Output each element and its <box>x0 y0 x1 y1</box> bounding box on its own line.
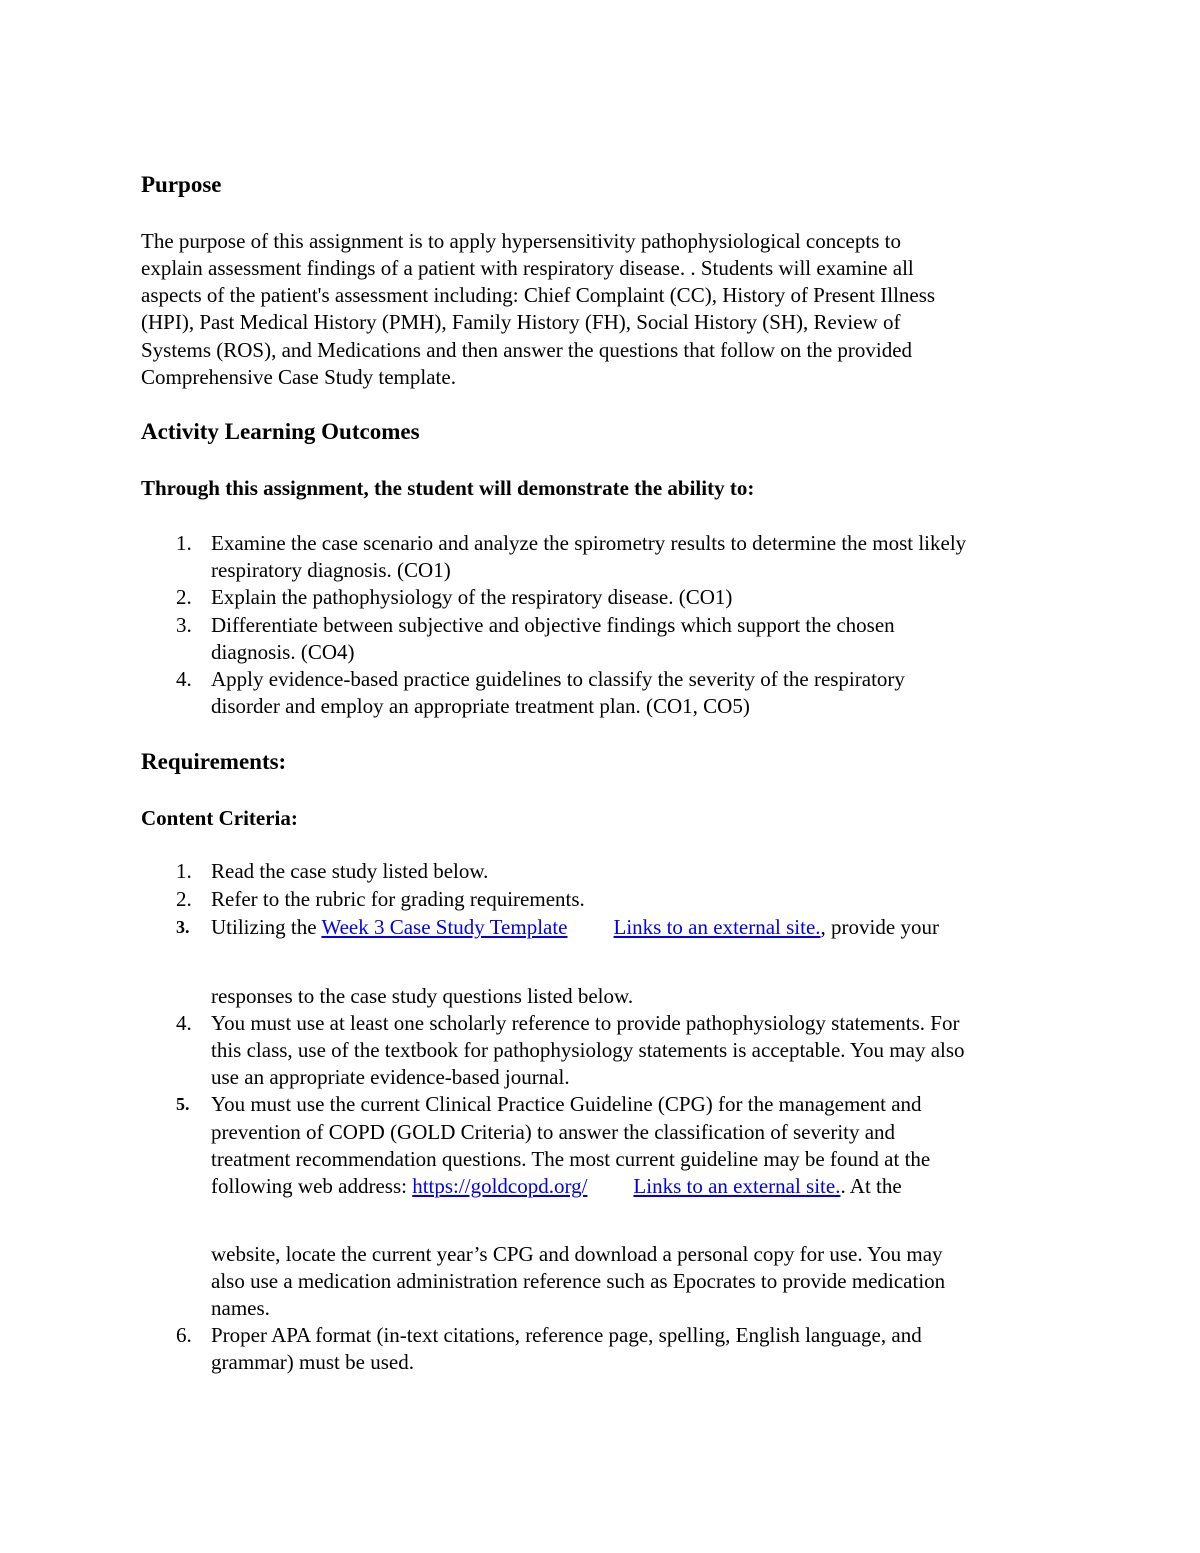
list-number: 4. <box>176 1011 192 1035</box>
list-item: Proper APA format (in-text citations, reference page, spelling, English language, and <box>211 1323 922 1347</box>
text-line: Systems (ROS), and Medications and then answer the questions that follow on the provided <box>141 338 913 362</box>
list-number: 2. <box>176 887 192 911</box>
list-item: grammar) must be used. <box>211 1350 414 1374</box>
list-item: treatment recommendation questions. The most current guideline may be found at the <box>211 1147 931 1171</box>
list-item: Examine the case scenario and analyze the spirometry results to determine the most likely <box>211 531 967 555</box>
list-item: this class, use of the textbook for pathophysiology statements is acceptable. You may also <box>211 1038 965 1062</box>
list-item: website, locate the current year’s CPG and download a personal copy for use. You may <box>211 1242 943 1266</box>
external-site-link[interactable]: Links to an external site. <box>613 915 821 939</box>
list-item: Explain the pathophysiology of the respiratory disease. (CO1) <box>211 585 733 609</box>
text-line: explain assessment findings of a patient with respiratory disease. . Students will examine all <box>141 256 914 280</box>
goldcopd-link[interactable]: https://goldcopd.org/ <box>412 1174 588 1198</box>
list-number: 5. <box>176 1094 190 1114</box>
list-item: respiratory diagnosis. (CO1) <box>211 558 451 582</box>
text-line: aspects of the patient's assessment including: Chief Complaint (CC), History of Present Illness <box>141 283 936 307</box>
purpose-heading: Purpose <box>141 172 222 197</box>
list-item <box>211 1173 902 1199</box>
text-line: The purpose of this assignment is to apply hypersensitivity pathophysiological concepts to <box>141 229 901 253</box>
list-item: You must use at least one scholarly reference to provide pathophysiology statements. For <box>211 1011 960 1035</box>
text-line: (HPI), Past Medical History (PMH), Family History (FH), Social History (SH), Review of <box>141 310 901 334</box>
list-item: You must use the current Clinical Practice Guideline (CPG) for the management and <box>211 1092 922 1116</box>
content-criteria-heading: Content Criteria: <box>141 806 298 830</box>
list-number: 1. <box>176 859 192 883</box>
case-study-template-link[interactable]: Week 3 Case Study Template <box>321 915 568 939</box>
list-item: Read the case study listed below. <box>211 859 489 883</box>
text: following web address: <box>211 1174 413 1198</box>
list-item: also use a medication administration reference such as Epocrates to provide medication <box>211 1269 946 1293</box>
list-number: 2. <box>176 585 192 609</box>
outcomes-intro: Through this assignment, the student will demonstrate the ability to: <box>141 476 755 500</box>
list-item: disorder and employ an appropriate treatment plan. (CO1, CO5) <box>211 694 750 718</box>
list-item: responses to the case study questions listed below. <box>211 984 634 1008</box>
text: , provide your <box>820 915 939 939</box>
list-item: diagnosis. (CO4) <box>211 640 355 664</box>
list-number: 3. <box>176 613 192 637</box>
text: Utilizing the <box>211 915 322 939</box>
list-item: Differentiate between subjective and objective findings which support the chosen <box>211 613 895 637</box>
list-number: 1. <box>176 531 192 555</box>
list-item: Refer to the rubric for grading requirements. <box>211 887 585 911</box>
list-item: names. <box>211 1296 270 1320</box>
list-item: use an appropriate evidence-based journal. <box>211 1065 570 1089</box>
requirements-heading: Requirements: <box>141 749 287 774</box>
list-number: 3. <box>176 917 190 937</box>
text-line: Comprehensive Case Study template. <box>141 365 456 389</box>
list-item: prevention of COPD (GOLD Criteria) to answer the classification of severity and <box>211 1120 896 1144</box>
list-number: 6. <box>176 1323 192 1347</box>
text: . At the <box>840 1174 902 1198</box>
list-item: Apply evidence-based practice guidelines to classify the severity of the respiratory <box>211 667 905 691</box>
external-site-link[interactable]: Links to an external site. <box>633 1174 841 1198</box>
list-item <box>211 914 939 940</box>
outcomes-heading: Activity Learning Outcomes <box>141 419 420 444</box>
list-number: 4. <box>176 667 192 691</box>
